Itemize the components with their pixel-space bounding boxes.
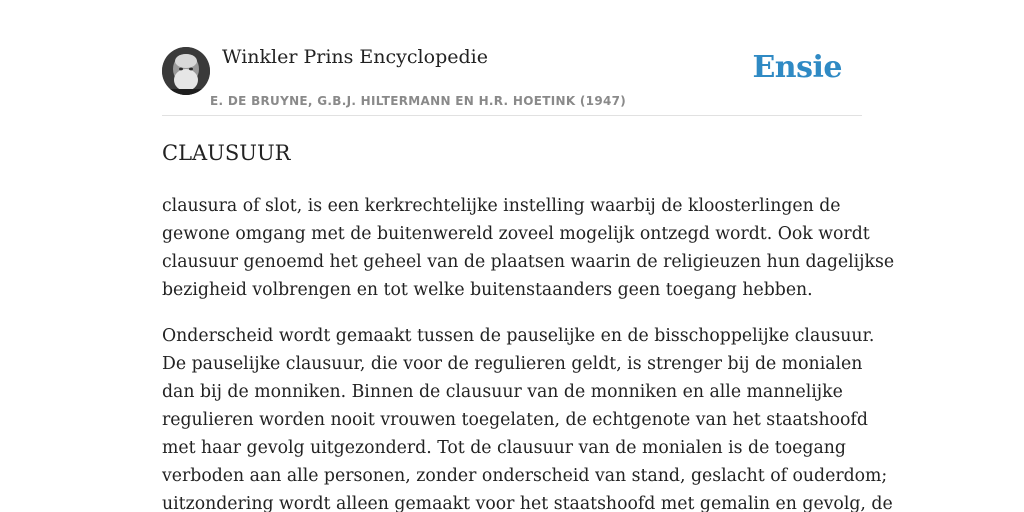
authors-byline: E. DE BRUYNE, G.B.J. HILTERMANN EN H.R. HOETINK (1947) [210, 94, 627, 108]
avatar[interactable] [162, 47, 210, 95]
text-line: dan bij de monniken. Binnen de clausuur van de monniken en alle mannelijke [162, 382, 843, 402]
text-line: De pauselijke clausuur, die voor de regulieren geldt, is strenger bij de monialen [162, 354, 863, 374]
text-line: clausura of slot, is een kerkrechtelijke instelling waarbij de kloosterlingen de [162, 196, 841, 216]
text-line: clausuur genoemd het geheel van de plaatsen waarin de religieuzen hun dagelijkse [162, 252, 895, 272]
text-line: Onderscheid wordt gemaakt tussen de pauselijke en de bisschoppelijke clausuur. [162, 326, 875, 346]
text-line: verboden aan alle personen, zonder onderscheid van stand, geslacht of ouderdom; [162, 466, 888, 486]
site-header [162, 0, 862, 116]
text-line: gewone omgang met de buitenwereld zoveel mogelijk ontzegd wordt. Ook wordt [162, 224, 870, 244]
text-line: uitzondering wordt alleen gemaakt voor het staatshoofd met gemalin en gevolg, de [162, 494, 893, 512]
text-line: bezigheid volbrengen en tot welke buitenstaanders geen toegang hebben. [162, 280, 813, 300]
text-line: met haar gevolg uitgezonderd. Tot de clausuur van de monialen is de toegang [162, 438, 846, 458]
article-title: CLAUSUUR [162, 141, 291, 165]
paragraph [162, 192, 895, 304]
site-title[interactable]: Winkler Prins Encyclopedie [222, 46, 488, 68]
article-body [162, 192, 895, 512]
paragraph [162, 322, 893, 512]
brand-logo[interactable]: Ensie [752, 50, 842, 85]
text-line: regulieren worden nooit vrouwen toegelaten, de echtgenote van het staatshoofd [162, 410, 868, 430]
page [162, 0, 895, 512]
portrait-photo-icon [162, 47, 210, 95]
